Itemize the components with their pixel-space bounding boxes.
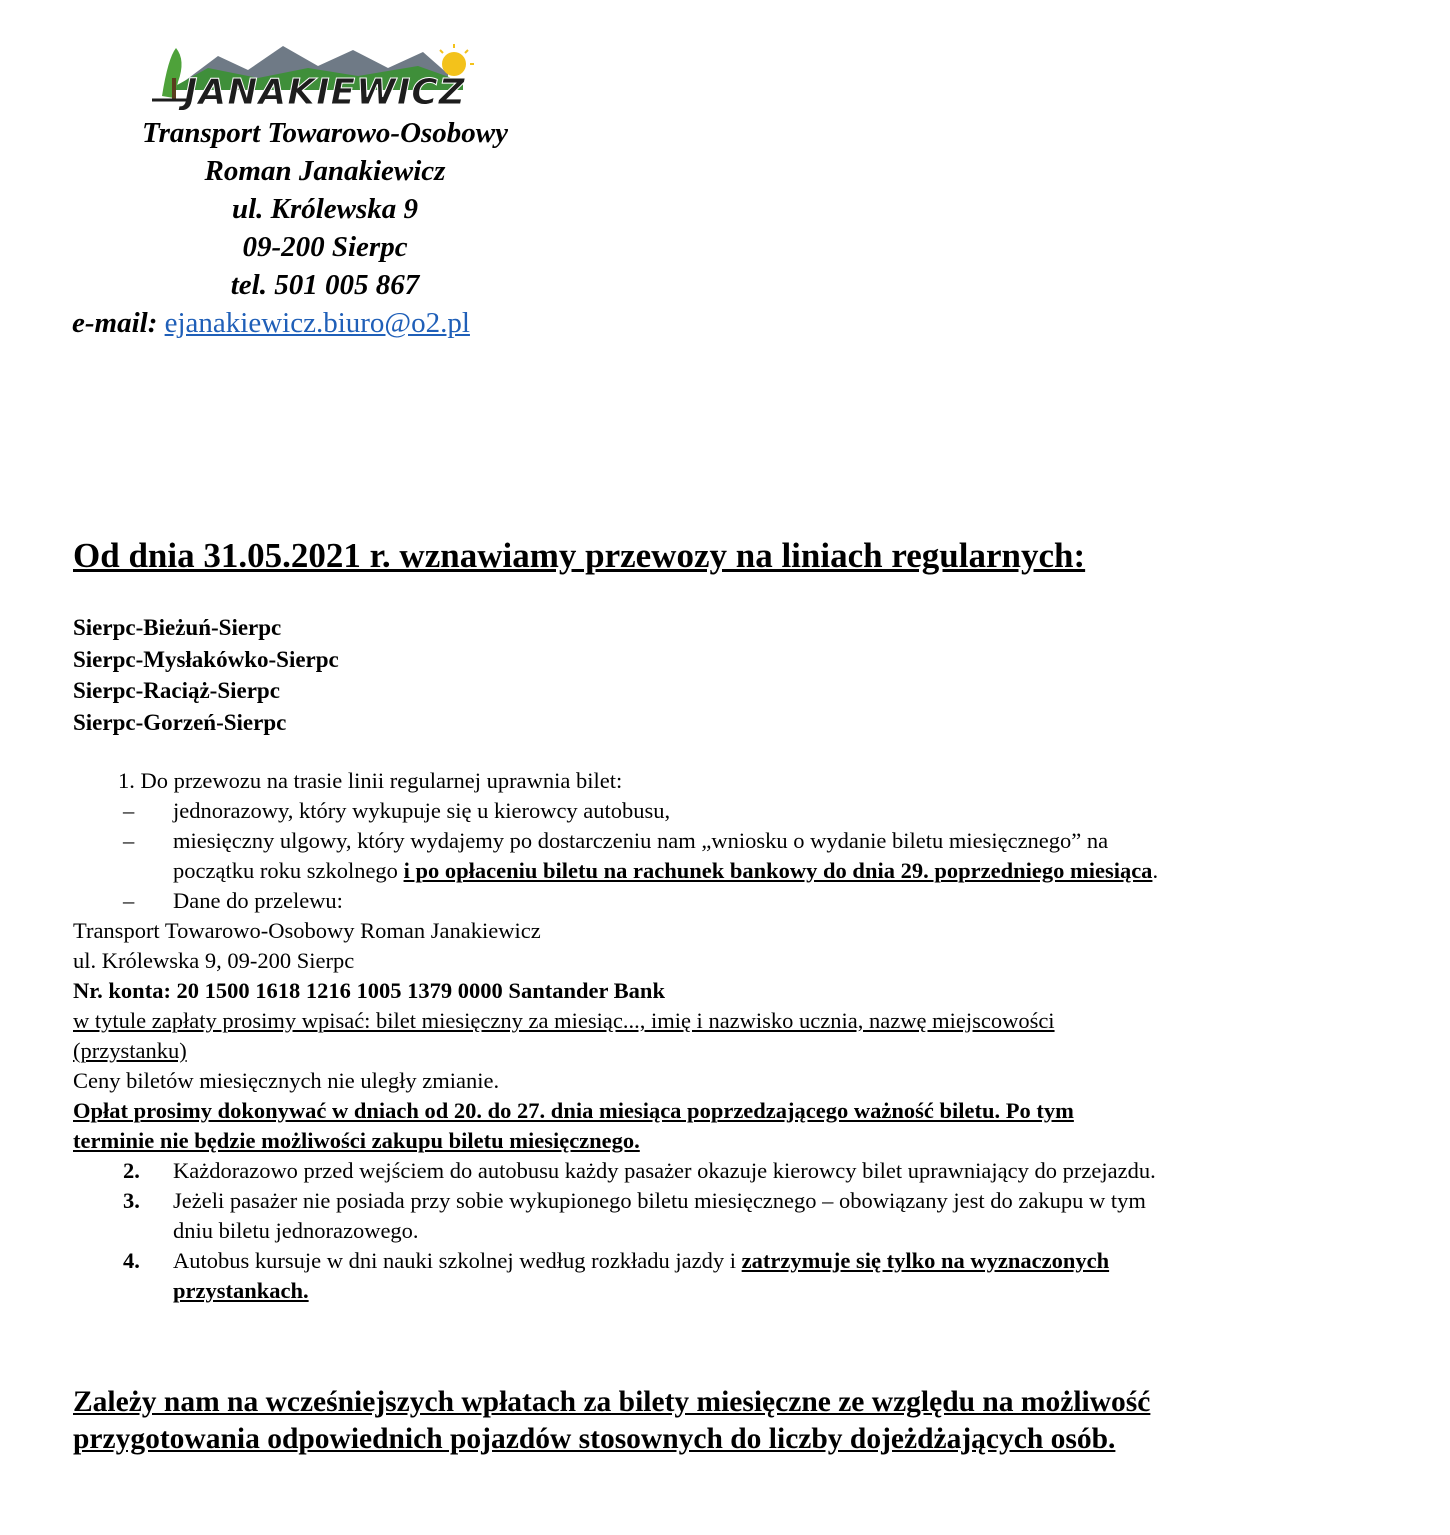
announcement-headline: Od dnia 31.05.2021 r. wznawiamy przewozy na liniach regularnych: bbox=[73, 536, 1086, 575]
owner-name: Roman Janakiewicz bbox=[204, 155, 446, 187]
ticket-monthly-text: miesięczny ulgowy, który wydajemy po dostarczeniu nam „wniosku o wydanie biletu miesięcznego” na bbox=[173, 828, 1109, 853]
rule-number: 2. bbox=[123, 1158, 140, 1183]
rule-3-cont: dniu biletu jednorazowego. bbox=[173, 1218, 419, 1243]
ticket-option-single bbox=[73, 796, 1393, 826]
transfer-title-instructions-cont: (przystanku) bbox=[73, 1038, 187, 1063]
ticket-option-monthly bbox=[73, 826, 1393, 856]
ticket-monthly-text-cont: początku roku szkolnego bbox=[173, 858, 404, 883]
city-postcode: 09-200 Sierpc bbox=[242, 231, 408, 263]
transfer-data-item bbox=[73, 886, 1393, 916]
route-list bbox=[73, 612, 339, 738]
dash-bullet: – bbox=[123, 828, 135, 853]
rule-2 bbox=[73, 1156, 1393, 1186]
rule-3 bbox=[73, 1186, 1393, 1216]
ticket-option-monthly-cont bbox=[73, 856, 1393, 886]
rule-text: Do przewozu na trasie linii regularnej uprawnia bilet: bbox=[140, 768, 623, 793]
logo-wordmark: JANAKIEWICZ bbox=[184, 72, 466, 110]
closing-line: przygotowania odpowiednich pojazdów stosownych do liczby dojeżdżających osób. bbox=[73, 1423, 1116, 1455]
rule-text: Każdorazowo przed wejściem do autobusu każdy pasażer okazuje kierowcy bilet uprawniający do przejazdu. bbox=[173, 1158, 1156, 1183]
route-item: Sierpc-Raciąż-Sierpc bbox=[73, 678, 280, 703]
rule-1 bbox=[73, 766, 1393, 796]
rule-text: Autobus kursuje w dni nauki szkolnej według rozkładu jazdy i bbox=[173, 1248, 742, 1273]
company-name: Transport Towarowo-Osobowy bbox=[141, 117, 509, 149]
sentence-end: . bbox=[1152, 858, 1159, 883]
route-item: Sierpc-Bieżuń-Sierpc bbox=[73, 615, 282, 640]
route-item: Sierpc-Gorzeń-Sierpc bbox=[73, 709, 287, 735]
ticket-single-text: jednorazowy, który wykupuje się u kierowcy autobusu, bbox=[173, 798, 671, 823]
payment-window-note-cont: terminie nie będzie możliwości zakupu biletu miesięcznego. bbox=[73, 1128, 640, 1153]
email-row bbox=[60, 304, 590, 342]
bank-address: ul. Królewska 9, 09-200 Sierpc bbox=[73, 948, 355, 973]
email-label: e-mail: bbox=[72, 307, 158, 339]
rule-emphasis: zatrzymuje się tylko na wyznaczonych bbox=[741, 1248, 1110, 1273]
rule-text: Jeżeli pasażer nie posiada przy sobie wykupionego biletu miesięcznego – obowiązany jest do zakupu w tym bbox=[173, 1188, 1146, 1213]
phone-number: tel. 501 005 867 bbox=[230, 269, 420, 301]
closing-note bbox=[73, 1384, 1150, 1458]
bank-account-number: Nr. konta: 20 1500 1618 1216 1005 1379 0000 Santander Bank bbox=[73, 978, 665, 1003]
email-link[interactable]: ejanakiewicz.biuro@o2.pl bbox=[164, 307, 470, 339]
payment-window-note: Opłat prosimy dokonywać w dniach od 20. do 27. dnia miesiąca poprzedzającego ważność biletu. Po tym bbox=[73, 1098, 1074, 1123]
company-logo bbox=[148, 38, 478, 110]
rule-number: 1. bbox=[118, 768, 135, 793]
rule-4-cont: przystankach. bbox=[173, 1278, 309, 1303]
dash-bullet: – bbox=[123, 888, 135, 913]
rule-4 bbox=[73, 1246, 1393, 1276]
rule-number: 3. bbox=[123, 1188, 140, 1213]
street-address: ul. Królewska 9 bbox=[231, 193, 419, 225]
closing-line: Zależy nam na wcześniejszych wpłatach za bilety miesięczne ze względu na możliwość bbox=[73, 1386, 1151, 1418]
rules-section bbox=[73, 766, 1393, 1306]
prices-note: Ceny biletów miesięcznych nie uległy zmianie. bbox=[73, 1068, 500, 1093]
company-header bbox=[60, 114, 590, 342]
dash-bullet: – bbox=[123, 798, 135, 823]
route-item: Sierpc-Mysłakówko-Sierpc bbox=[73, 646, 339, 672]
transfer-data-label: Dane do przelewu: bbox=[173, 888, 343, 913]
transfer-title-instructions: w tytule zapłaty prosimy wpisać: bilet miesięczny za miesiąc..., imię i nazwisko ucznia, nazwę miejscowości bbox=[73, 1008, 1055, 1033]
payment-deadline-note: i po opłaceniu biletu na rachunek bankowy do dnia 29. poprzedniego miesiąca bbox=[403, 858, 1153, 883]
bank-recipient: Transport Towarowo-Osobowy Roman Janakiewicz bbox=[73, 918, 541, 943]
rule-number: 4. bbox=[123, 1248, 140, 1273]
